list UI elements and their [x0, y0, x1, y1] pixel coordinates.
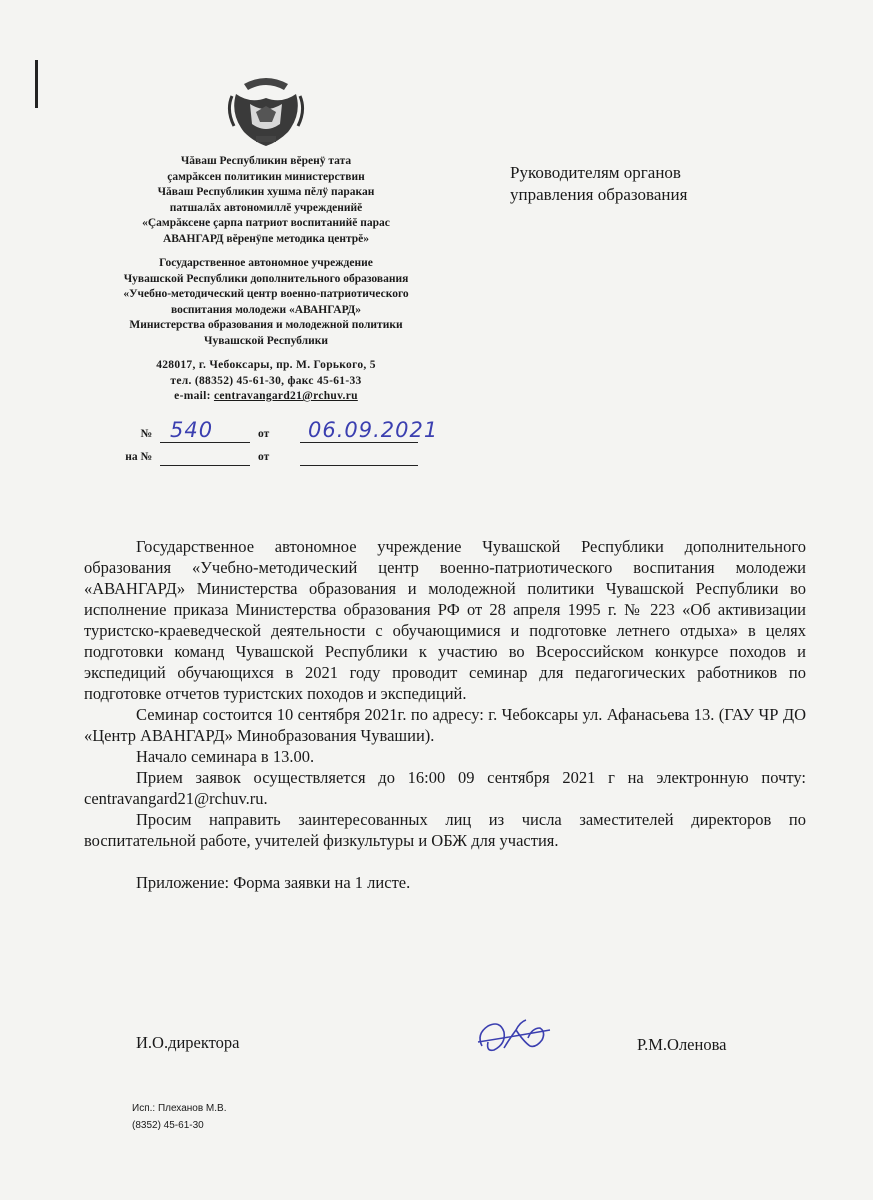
letter-body — [84, 536, 806, 893]
body-paragraph: Начало семинара в 13.00. — [136, 747, 315, 766]
sender-header — [96, 154, 436, 405]
header-russian-line: воспитания молодежи «АВАНГАРД» — [170, 303, 362, 316]
signatory-name: Р.М.Оленова — [637, 1035, 727, 1054]
handwritten-number: 540 — [170, 418, 214, 442]
sender-phone: тел. (88352) 45-61-30, факс 45-61-33 — [170, 374, 362, 387]
reply-number-row — [112, 451, 432, 474]
sender-address: 428017, г. Чебоксары, пр. М. Горького, 5 — [156, 359, 376, 371]
header-chuvash-line: Чăваш Республикин хушма пĕлÿ паракан — [157, 186, 375, 198]
outgoing-number-row — [112, 418, 439, 451]
executor-name: Исп.: Плеханов М.В. — [132, 1103, 227, 1114]
addressee-line-1: Руководителям органов — [510, 163, 681, 182]
addressee — [510, 162, 687, 206]
header-chuvash-line: «Çамрăксене çарпа патриот воспитанийĕ парас — [142, 217, 390, 229]
chuvash-emblem-icon — [226, 74, 306, 150]
addressee-line-2: управления образования — [510, 185, 688, 204]
executor-info — [132, 1100, 226, 1134]
number-label: № — [140, 428, 152, 440]
body-paragraph: Государственное автономное учреждение Чувашской Республики дополнительного образования «Учебно-методический центр военно-патриотического воспитания молодежи «АВАНГАРД» Министерства образования и молодежной политики Чувашской Республики во исполнение приказа Министерства образования РФ от 28 апреля 1995 г. № 223 «Об активизации туристско-краеведческой деятельности с обучающимися и подготовке летнего отдыха» в целях подготовки команд Чувашской Республики к участию во Всероссийском конкурсе походов и экспедиций обучающихся в 2021 году проводит семинар для педагогических работников по подготовке отчетов туристских походов и экспедиций. — [84, 537, 806, 703]
handwritten-signature — [474, 1012, 554, 1058]
header-russian-line: Чувашской Республики — [204, 334, 328, 347]
margin-mark — [35, 60, 38, 108]
from-label: от — [258, 428, 270, 440]
registration-block — [112, 418, 439, 474]
header-chuvash-line: çамрăксен политикин министерствин — [167, 170, 365, 183]
header-russian-line: Государственное автономное учреждение — [159, 257, 373, 269]
header-russian-line: «Учебно-методический центр военно-патриотического — [123, 288, 409, 300]
body-paragraph: Прием заявок осуществляется до 16:00 09 сентября 2021 г на электронную почту: centravangard21@rchuv.ru. — [84, 768, 806, 808]
header-russian-line: Чувашской Республики дополнительного образования — [123, 272, 409, 285]
email-link[interactable]: centravangard21@rchuv.ru — [213, 390, 358, 402]
signatory-role: И.О.директора — [136, 1033, 240, 1052]
body-paragraph: Семинар состоится 10 сентября 2021г. по адресу: г. Чебоксары ул. Афанасьева 13. (ГАУ ЧР ДО «Центр АВАНГАРД» Минобразования Чувашии). — [84, 705, 806, 745]
sender-email — [96, 389, 436, 405]
handwritten-date: 06.09.2021 — [308, 418, 439, 442]
header-chuvash-line: Чăваш Республикин вĕренÿ тата — [180, 155, 352, 167]
body-paragraph: Просим направить заинтересованных лиц из числа заместителей директоров по воспитательной работе, учителей физкультуры и ОБЖ для участия. — [84, 810, 806, 850]
email-label: e-mail: — [174, 390, 214, 402]
attachment-note: Приложение: Форма заявки на 1 листе. — [136, 873, 411, 892]
header-russian-line: Министерства образования и молодежной политики — [129, 319, 403, 331]
header-chuvash-line: патшалăх автономиллĕ учрежденийĕ — [169, 201, 363, 214]
header-chuvash-line: АВАНГАРД вĕренÿпе методика центрĕ» — [162, 232, 370, 245]
executor-phone: (8352) 45-61-30 — [132, 1120, 204, 1131]
reply-label: на № — [125, 451, 152, 463]
from-label: от — [258, 451, 270, 463]
